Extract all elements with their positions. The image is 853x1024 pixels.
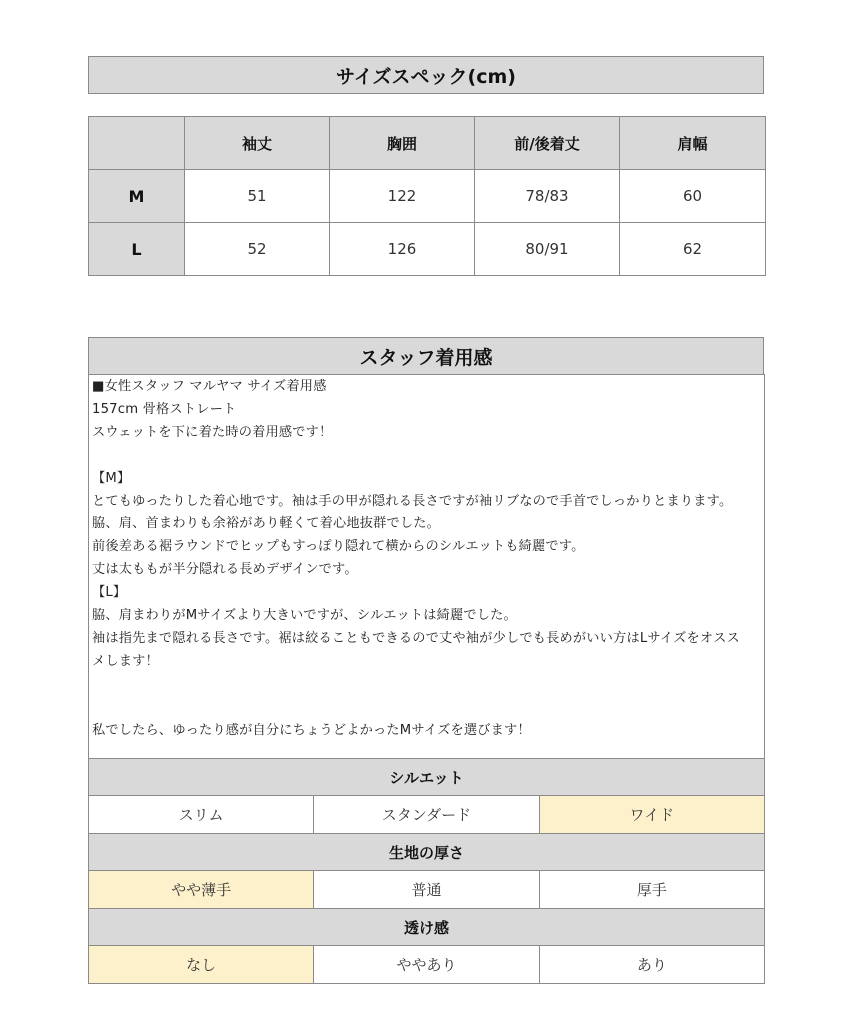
spec-value: 52 xyxy=(185,223,330,276)
rating-option: ややあり xyxy=(314,946,539,984)
size-label: L xyxy=(89,223,185,276)
rating-option: スリム xyxy=(88,796,314,834)
rating-options xyxy=(88,946,765,984)
table-row xyxy=(89,170,766,223)
rating-thickness xyxy=(88,833,765,909)
rating-sheerness xyxy=(88,908,765,984)
spec-value: 126 xyxy=(330,223,475,276)
table-row xyxy=(89,223,766,276)
review-line: 丈は太ももが半分隠れる長めデザインです。 xyxy=(92,562,358,578)
rating-option: やや薄手 xyxy=(88,871,314,909)
review-line: 前後差ある裾ラウンドでヒップもすっぽり隠れて横からのシルエットも綺麗です。 xyxy=(92,539,585,555)
review-line: 157cm 骨格ストレート xyxy=(92,401,237,417)
spec-value: 78/83 xyxy=(475,170,620,223)
spec-corner-cell xyxy=(89,117,185,170)
spec-value: 51 xyxy=(185,170,330,223)
rating-option: 厚手 xyxy=(540,871,765,909)
review-line: メします！ xyxy=(92,653,159,669)
rating-title: 透け感 xyxy=(88,908,765,946)
rating-title: 生地の厚さ xyxy=(88,833,765,871)
review-line xyxy=(92,697,761,720)
review-line xyxy=(92,674,761,697)
size-label: M xyxy=(89,170,185,223)
review-line: スウェットを下に着た時の着用感です！ xyxy=(92,424,333,440)
review-line: 袖は指先まで隠れる長さです。裾は絞ることもできるので丈や袖が少しでも長めがいい方はLサイズをオスス xyxy=(92,630,740,646)
rating-options xyxy=(88,871,765,909)
rating-option: あり xyxy=(540,946,765,984)
review-line xyxy=(92,445,761,468)
review-line: 私でしたら、ゆったり感が自分にちょうどよかったMサイズを選びます！ xyxy=(92,722,531,738)
size-spec-table xyxy=(88,116,766,276)
rating-option: なし xyxy=(88,946,314,984)
rating-option: スタンダード xyxy=(314,796,539,834)
spec-value: 60 xyxy=(620,170,766,223)
review-line: 【M】 xyxy=(92,470,131,486)
review-line: 【L】 xyxy=(92,585,127,601)
spec-col-length: 前/後着丈 xyxy=(475,117,620,170)
rating-title: シルエット xyxy=(88,758,765,796)
size-spec-title: サイズスペック(cm) xyxy=(88,56,764,94)
spec-value: 80/91 xyxy=(475,223,620,276)
spec-col-shoulder: 肩幅 xyxy=(620,117,766,170)
spec-col-chest: 胸囲 xyxy=(330,117,475,170)
spec-header-row xyxy=(89,117,766,170)
rating-option: 普通 xyxy=(314,871,539,909)
staff-review-title: スタッフ着用感 xyxy=(88,337,764,375)
rating-options xyxy=(88,796,765,834)
spec-value: 122 xyxy=(330,170,475,223)
spec-value: 62 xyxy=(620,223,766,276)
spec-col-sleeve: 袖丈 xyxy=(185,117,330,170)
review-line: とてもゆったりした着心地です。袖は手の甲が隠れる長さですが袖リブなので手首でしっかりとまります。 xyxy=(92,493,733,509)
review-line: 脇、肩まわりがMサイズより大きいですが、シルエットは綺麗でした。 xyxy=(92,608,517,624)
review-line: 脇、肩、首まわりも余裕があり軽くて着心地抜群でした。 xyxy=(92,516,441,532)
review-line: ■女性スタッフ マルヤマ サイズ着用感 xyxy=(92,379,327,394)
rating-silhouette xyxy=(88,758,765,834)
staff-review-text xyxy=(88,374,765,758)
rating-option: ワイド xyxy=(540,796,765,834)
